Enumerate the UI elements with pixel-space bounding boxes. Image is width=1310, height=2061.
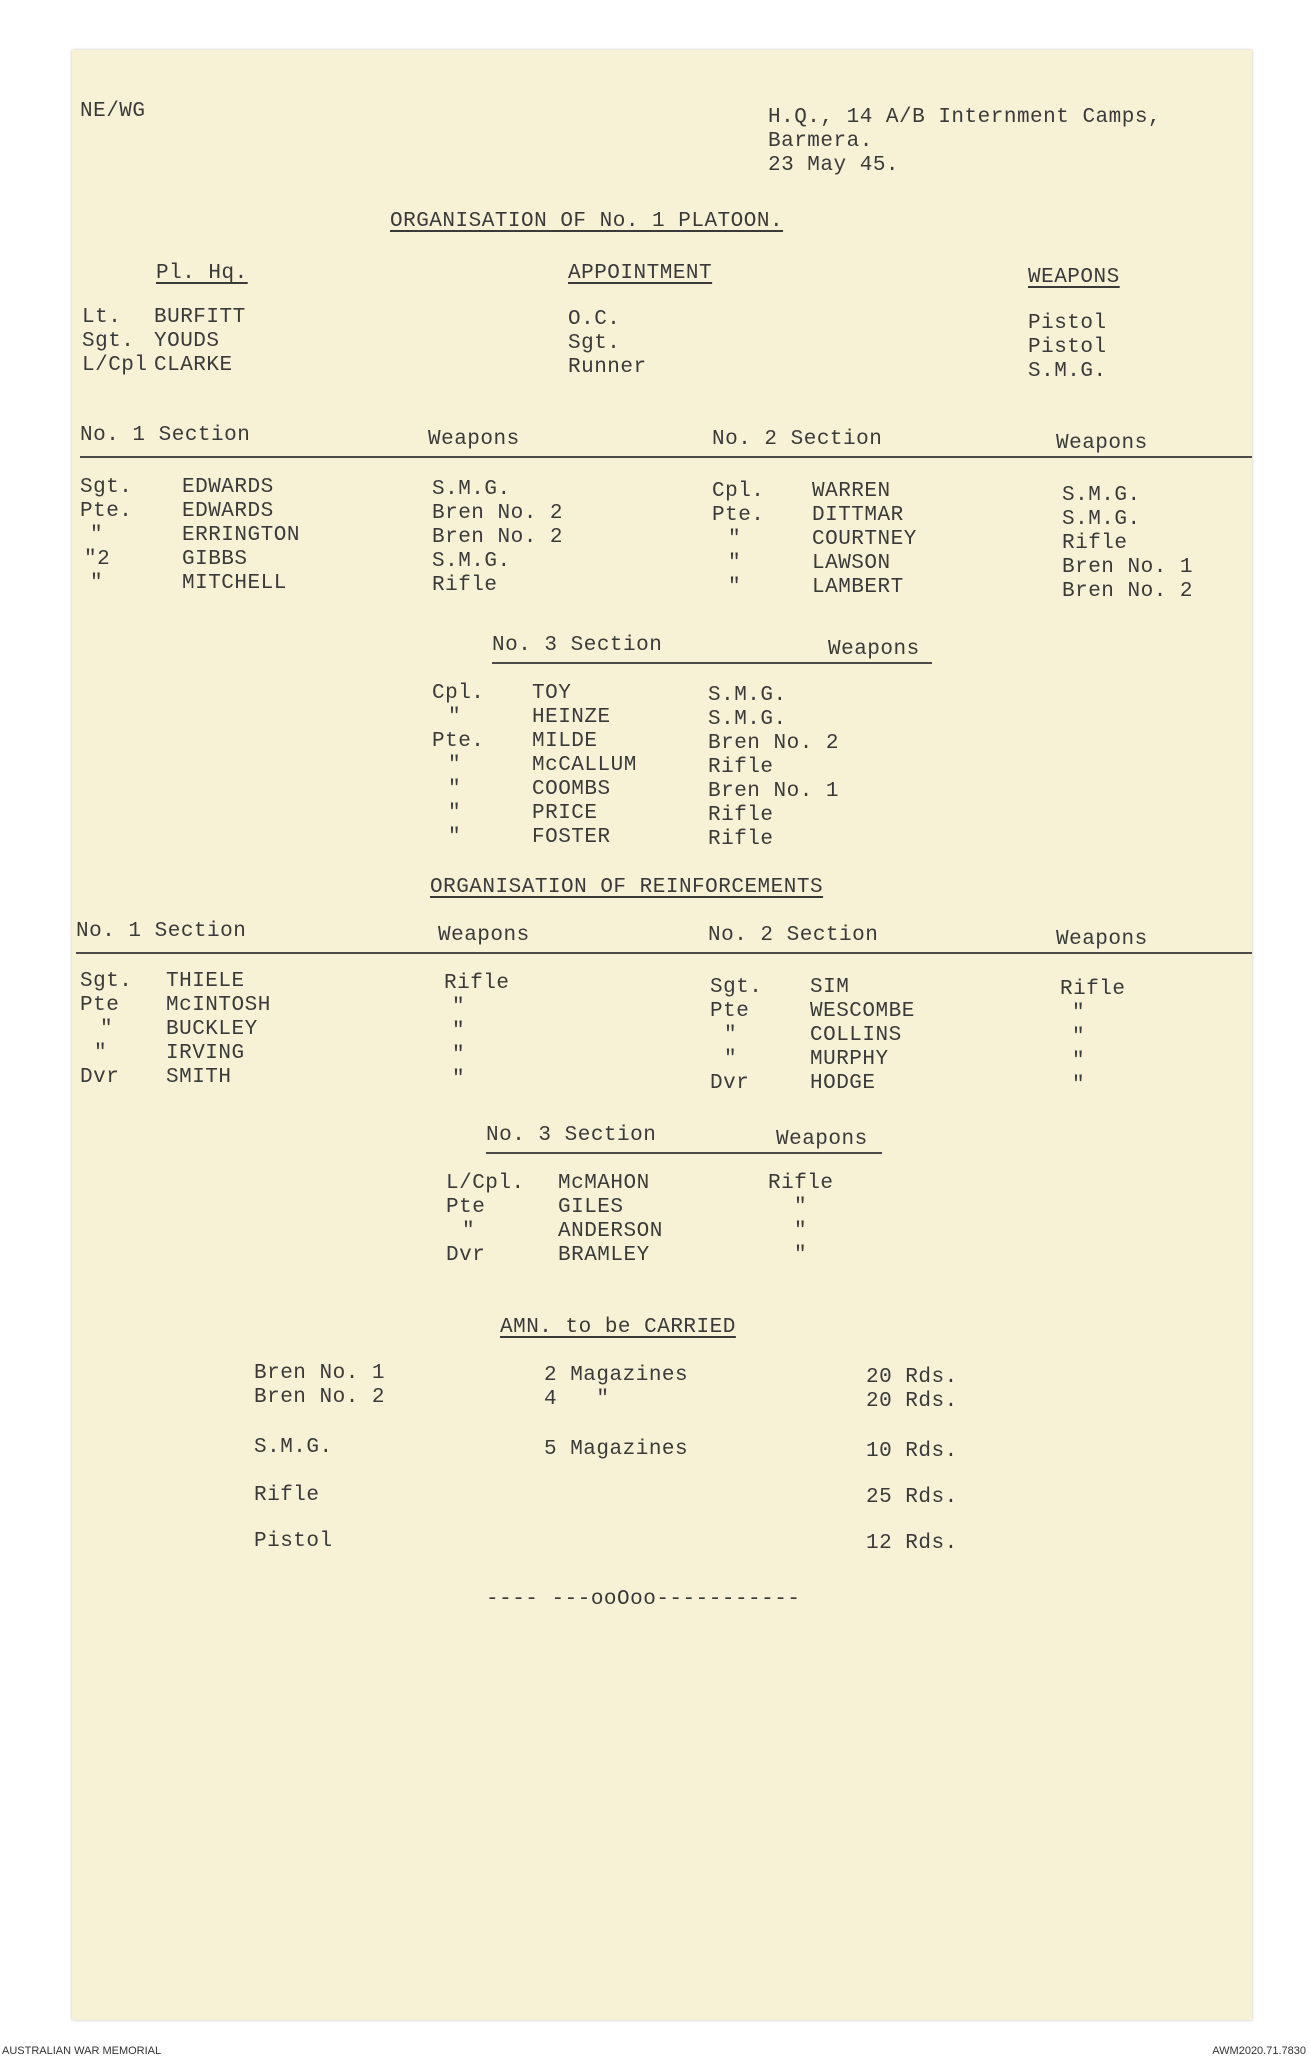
rounds: 10 Rds. [866,1440,958,1463]
name: EDWARDS [182,500,274,523]
rank: Sgt. [82,330,135,353]
pl-hq-heading: Pl. Hq. [156,262,248,285]
weapon: Rifle [768,1172,834,1195]
rounds: 12 Rds. [866,1532,958,1555]
weapon: S.M.G. [432,550,511,573]
rank: " [724,1024,738,1047]
rank: " [728,552,742,575]
weapon: Bren No. 1 [1062,556,1194,579]
rank: Sgt. [80,476,133,499]
weapon: Rifle [708,804,774,827]
reference-code: NE/WG [80,100,146,123]
weapon: " [794,1220,808,1243]
footer-accession-number: AWM2020.71.7830 [1212,2045,1306,2057]
name: HODGE [810,1072,876,1095]
weapon: Pistol [1028,312,1107,335]
appointment: O.C. [568,308,621,331]
appointment-heading: APPOINTMENT [568,262,713,285]
name: IRVING [166,1042,245,1065]
weapon: " [794,1196,808,1219]
platoon-section3-weapons-heading: Weapons [828,638,920,661]
weapon: " [452,996,466,1019]
rank: L/Cpl [82,354,148,377]
name: HEINZE [532,706,611,729]
platoon-section3-heading: No. 3 Section [492,634,663,657]
name: SIM [810,976,850,999]
weapon: Rifle [444,972,510,995]
weapon: S.M.G. [254,1436,333,1459]
reinforcements-title: ORGANISATION OF REINFORCEMENTS [430,876,824,899]
name: ERRINGTON [182,524,300,547]
weapon: S.M.G. [1062,484,1141,507]
rank: " [90,524,104,547]
name: THIELE [166,970,245,993]
weapon: " [794,1244,808,1267]
name: SMITH [166,1066,232,1089]
weapon: Rifle [432,574,498,597]
rank: " [728,528,742,551]
weapon: " [1072,1026,1086,1049]
rank: Dvr [80,1066,120,1089]
weapon: Bren No. 1 [254,1362,386,1385]
rank: Cpl. [712,480,765,503]
reinf-section2-weapons-heading: Weapons [1056,928,1148,951]
weapon: Bren No. 2 [432,502,564,525]
rank: Cpl. [432,682,485,705]
name: MILDE [532,730,598,753]
weapon: Pistol [1028,336,1107,359]
weapon: S.M.G. [708,684,787,707]
name: CLARKE [154,354,233,377]
magazines: 2 Magazines [544,1364,689,1387]
rounds: 20 Rds. [866,1366,958,1389]
magazines: 5 Magazines [544,1438,689,1461]
rounds: 20 Rds. [866,1390,958,1413]
name: McINTOSH [166,994,271,1017]
platoon-title: ORGANISATION OF No. 1 PLATOON. [390,210,784,233]
name: McMAHON [558,1172,650,1195]
rank: " [462,1220,476,1243]
rank: Pte. [712,504,765,527]
platoon-section1-heading: No. 1 Section [80,424,251,447]
weapon: " [1072,1074,1086,1097]
reinf-section3-heading: No. 3 Section [486,1124,657,1147]
magazines: 4 " [544,1388,610,1411]
name: DITTMAR [812,504,904,527]
weapon: S.M.G. [1062,508,1141,531]
name: WARREN [812,480,891,503]
section-divider-line [492,662,932,664]
name: EDWARDS [182,476,274,499]
appointment: Sgt. [568,332,621,355]
rank: Sgt. [80,970,133,993]
weapon: Bren No. 2 [254,1386,386,1409]
rank: Lt. [82,306,122,329]
rank: " [448,802,462,825]
reinf-section1-weapons-heading: Weapons [438,924,530,947]
reinf-section1-heading: No. 1 Section [76,920,247,943]
reinf-section3-weapons-heading: Weapons [776,1128,868,1151]
weapon: Rifle [254,1484,320,1507]
document-date: 23 May 45. [768,154,900,177]
hq-address-line1: H.Q., 14 A/B Internment Camps, [768,106,1162,129]
weapons-heading: WEAPONS [1028,266,1120,289]
name: GILES [558,1196,624,1219]
name: PRICE [532,802,598,825]
rank: " [448,826,462,849]
rank: Pte. [432,730,485,753]
weapon: " [1072,1002,1086,1025]
section-divider-line [80,456,1252,458]
rank: " [728,576,742,599]
reinf-section2-heading: No. 2 Section [708,924,879,947]
weapon: " [452,1068,466,1091]
weapon: Pistol [254,1530,333,1553]
end-of-document-mark: ---- ---ooOoo----------- [486,1588,801,1611]
section-divider-line [76,952,1252,954]
weapon: Bren No. 2 [1062,580,1194,603]
name: BRAMLEY [558,1244,650,1267]
name: GIBBS [182,548,248,571]
rank: Pte [710,1000,750,1023]
rank: Dvr [710,1072,750,1095]
weapon: " [452,1020,466,1043]
footer-archive-name: AUSTRALIAN WAR MEMORIAL [2,2045,162,2057]
rank: " [100,1018,114,1041]
weapon: Rifle [1062,532,1128,555]
rank: Dvr [446,1244,486,1267]
name: FOSTER [532,826,611,849]
weapon: Rifle [708,756,774,779]
name: McCALLUM [532,754,637,777]
name: LAMBERT [812,576,904,599]
rank: " [94,1042,108,1065]
ammunition-heading: AMN. to be CARRIED [500,1316,736,1339]
weapon: S.M.G. [708,708,787,731]
weapon: Rifle [1060,978,1126,1001]
rank: " [448,778,462,801]
rank: " [448,754,462,777]
platoon-section2-heading: No. 2 Section [712,428,883,451]
rank: " [448,706,462,729]
name: WESCOMBE [810,1000,915,1023]
section-divider-line [486,1152,882,1154]
rank: L/Cpl. [446,1172,525,1195]
rounds: 25 Rds. [866,1486,958,1509]
name: LAWSON [812,552,891,575]
rank: Pte [446,1196,486,1219]
platoon-section1-weapons-heading: Weapons [428,428,520,451]
weapon: Bren No. 1 [708,780,840,803]
name: COLLINS [810,1024,902,1047]
weapon: S.M.G. [1028,360,1107,383]
weapon: " [1072,1050,1086,1073]
document-sheet [72,50,1252,2020]
weapon: S.M.G. [432,478,511,501]
appointment: Runner [568,356,647,379]
rank: " [724,1048,738,1071]
weapon: Bren No. 2 [432,526,564,549]
rank: " [90,572,104,595]
name: COOMBS [532,778,611,801]
name: BUCKLEY [166,1018,258,1041]
weapon: " [452,1044,466,1067]
name: BURFITT [154,306,246,329]
rank: "2 [84,548,111,571]
name: MITCHELL [182,572,287,595]
name: YOUDS [154,330,220,353]
platoon-section2-weapons-heading: Weapons [1056,432,1148,455]
hq-address-line2: Barmera. [768,130,873,153]
name: MURPHY [810,1048,889,1071]
rank: Pte [80,994,120,1017]
weapon: Rifle [708,828,774,851]
name: ANDERSON [558,1220,663,1243]
weapon: Bren No. 2 [708,732,840,755]
name: COURTNEY [812,528,917,551]
rank: Pte. [80,500,133,523]
name: TOY [532,682,572,705]
rank: Sgt. [710,976,763,999]
